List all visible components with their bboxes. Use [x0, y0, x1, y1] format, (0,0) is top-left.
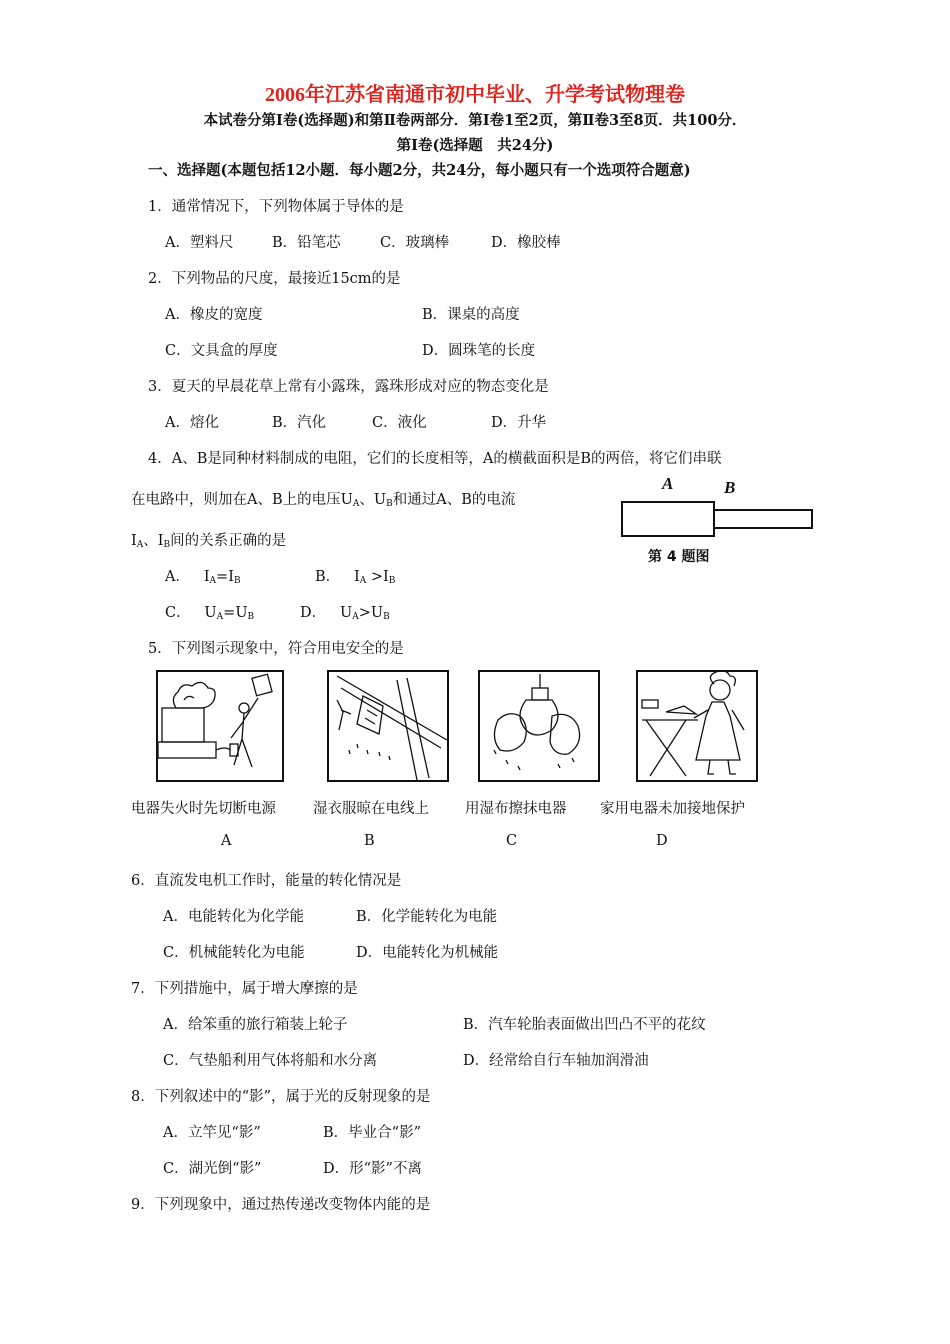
q7-option-a: A．给笨重的旅行箱装上轮子 — [163, 1017, 348, 1033]
q7-option-b: B．汽车轮胎表面做出凹凸不平的花纹 — [463, 1017, 706, 1033]
question-4-stem-line1: 4．A、B是同种材料制成的电阻，它们的长度相等，A的横截面积是B的两倍，将它们串联 — [148, 451, 722, 467]
resistor-a-shape — [622, 502, 714, 536]
question-7-stem: 7．下列措施中，属于增大摩擦的是 — [131, 981, 358, 997]
question-9-stem: 9．下列现象中，通过热传递改变物体内能的是 — [131, 1197, 431, 1213]
q8-option-a: A．立竿见“影” — [163, 1125, 261, 1141]
part-title: 第Ⅰ卷(选择题 共24分) — [396, 137, 554, 154]
q5-caption-b: 湿衣服晾在电线上 — [313, 801, 429, 817]
q3-option-a: A．熔化 — [165, 415, 219, 431]
label-b: B — [724, 478, 736, 497]
q4-line2-sep: 、U — [359, 492, 387, 508]
q8-option-d: D．形“影”不离 — [323, 1161, 422, 1177]
q5-picture-b — [327, 670, 449, 786]
q2-option-a: A．橡皮的宽度 — [165, 307, 263, 323]
q3-option-d: D．升华 — [491, 415, 547, 431]
question-5-stem: 5．下列图示现象中，符合用电安全的是 — [148, 641, 404, 657]
label-a: A — [662, 474, 674, 493]
q4-option-d: D． $U_A>U_B$ — [300, 605, 390, 622]
q4-line3-sub-a: A — [136, 540, 144, 550]
q4-line3-sep: 、I — [143, 533, 164, 549]
q8-option-c: C．湖光倒“影” — [163, 1161, 262, 1177]
exam-intro: 本试卷分第Ⅰ卷(选择题)和第Ⅱ卷两部分．第Ⅰ卷1至2页，第Ⅱ卷3至8页．共100分． — [203, 112, 747, 129]
q3-option-b: B．汽化 — [272, 415, 327, 431]
q6-option-c: C．机械能转化为电能 — [163, 945, 305, 961]
q5-letter-a: A — [221, 833, 232, 849]
question-4-stem-line2 — [131, 488, 515, 509]
q7-option-c: C．气垫船利用气体将船和水分离 — [163, 1053, 378, 1069]
question-4-stem-line3 — [131, 529, 286, 550]
q4-option-b: B． $I_A >I_B$ — [315, 569, 396, 586]
q6-option-d: D．电能转化为机械能 — [356, 945, 499, 961]
figure-caption: 第 4 题图 — [648, 549, 710, 565]
q5-letter-b: B — [364, 833, 375, 849]
question-1-stem: 1．通常情况下，下列物体属于导体的是 — [148, 199, 404, 215]
q6-option-a: A．电能转化为化学能 — [163, 909, 304, 925]
q3-option-c: C．液化 — [372, 415, 427, 431]
no-ground-iron-illustration — [636, 670, 758, 782]
q1-option-b: B．铅笔芯 — [272, 235, 341, 251]
question-3-stem: 3．夏天的早晨花草上常有小露珠，露珠形成对应的物态变化是 — [148, 379, 549, 395]
q5-picture-a — [156, 670, 284, 786]
resistor-b-shape — [714, 510, 812, 528]
wet-clothes-on-wire-illustration — [327, 670, 449, 782]
question-8-stem: 8．下列叙述中的“影”，属于光的反射现象的是 — [131, 1089, 431, 1105]
q5-picture-d — [636, 670, 758, 786]
q4-sub-a: A — [352, 499, 360, 509]
q4-figure — [618, 472, 818, 572]
q5-letter-c: C — [506, 833, 518, 849]
q1-option-d: D．橡胶棒 — [491, 235, 561, 251]
q2-option-b: B．课桌的高度 — [422, 307, 520, 323]
question-2-stem: 2．下列物品的尺度，最接近15cm的是 — [148, 271, 401, 287]
q5-letter-d: D — [656, 833, 668, 849]
exam-title: 2006年江苏省南通市初中毕业、升学考试物理卷 — [265, 84, 685, 106]
q1-option-a: A．塑料尺 — [165, 235, 234, 251]
q4-option-c: C． $U_A=U_B$ — [165, 605, 255, 622]
q4-option-a: A． $I_A=I_B$ — [165, 569, 241, 586]
q2-option-c: C．文具盒的厚度 — [165, 343, 278, 359]
q5-picture-c — [478, 670, 600, 786]
q4-sub-b: B — [386, 499, 393, 509]
q5-caption-a: 电器失火时先切断电源 — [131, 801, 276, 817]
q2-option-d: D．圆珠笔的长度 — [422, 343, 536, 359]
q6-option-b: B．化学能转化为电能 — [356, 909, 498, 925]
q1-option-c: C．玻璃棒 — [380, 235, 450, 251]
q4-line3-post: 间的关系正确的是 — [170, 533, 287, 549]
q4-line3-sub-b: B — [163, 540, 171, 550]
q5-caption-d: 家用电器未加接地保护 — [600, 801, 745, 817]
q7-option-d: D．经常给自行车轴加润滑油 — [463, 1053, 649, 1069]
fire-unplug-illustration — [156, 670, 284, 782]
q8-option-b: B．毕业合“影” — [323, 1125, 421, 1141]
section-heading: 一、选择题(本题包括12小题．每小题2分，共24分，每小题只有一个选项符合题意) — [148, 162, 691, 179]
q5-caption-c: 用湿布擦抹电器 — [465, 801, 567, 817]
q4-line2-pre: 在电路中，则加在A、B上的电压U — [131, 492, 353, 508]
q4-line2-post: 和通过A、B的电流 — [392, 492, 516, 508]
question-6-stem: 6．直流发电机工作时，能量的转化情况是 — [131, 873, 402, 889]
q4-line3-pre: I — [131, 533, 137, 549]
wet-cloth-wiping-illustration — [478, 670, 600, 782]
